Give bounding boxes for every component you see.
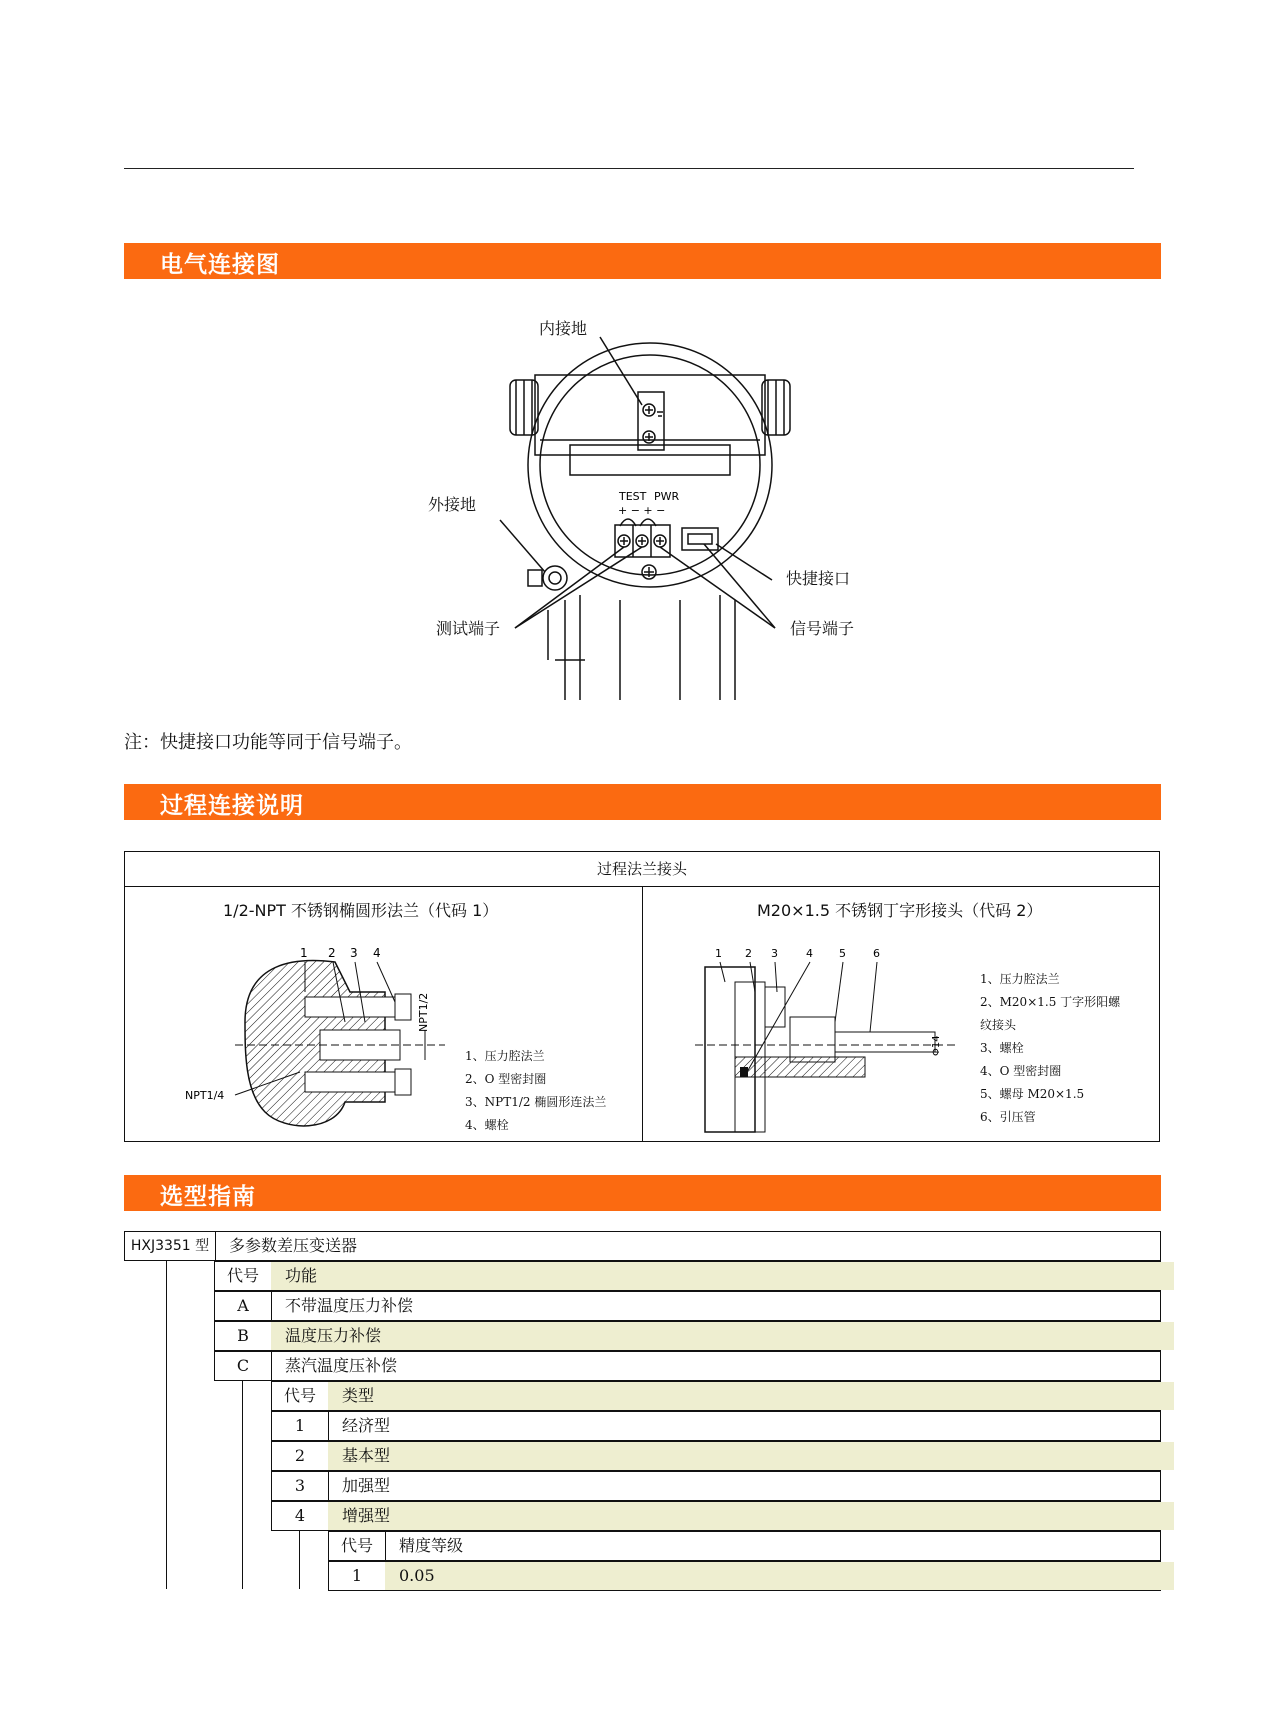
tree-line bbox=[242, 1381, 243, 1589]
desc-header: 类型 bbox=[328, 1382, 1174, 1410]
list-item: 纹接头 bbox=[980, 1018, 1017, 1032]
list-item: 5、螺母 M20×1.5 bbox=[980, 1087, 1085, 1101]
desc-cell: 经济型 bbox=[342, 1416, 391, 1435]
code-cell: 4 bbox=[272, 1502, 329, 1530]
table-row bbox=[271, 1501, 1161, 1531]
right-item-list bbox=[980, 968, 1120, 1129]
diameter-label: Φ14 bbox=[931, 1035, 942, 1056]
process-connection-table bbox=[124, 851, 1160, 1142]
code-cell: A bbox=[215, 1292, 272, 1320]
process-table-title: 过程法兰接头 bbox=[125, 852, 1159, 887]
label-outer-ground: 外接地 bbox=[428, 495, 477, 514]
desc-cell: 不带温度压力补偿 bbox=[285, 1296, 414, 1315]
code-header: 代号 bbox=[215, 1262, 272, 1290]
code-header: 代号 bbox=[329, 1532, 386, 1560]
section-title: 过程连接说明 bbox=[160, 793, 304, 819]
model-row bbox=[124, 1231, 1161, 1261]
list-item: 4、O 型密封圈 bbox=[980, 1064, 1062, 1078]
outer-ground-screw bbox=[543, 566, 567, 590]
code-header: 代号 bbox=[272, 1382, 329, 1410]
right-callout-2: 2 bbox=[745, 947, 752, 960]
inner-ground-block bbox=[638, 392, 664, 450]
left-callout-2: 2 bbox=[328, 946, 336, 960]
label-test-terminal: 测试端子 bbox=[436, 619, 501, 638]
list-item: 1、压力腔法兰 bbox=[465, 1049, 545, 1063]
code-cell: B bbox=[215, 1322, 272, 1350]
desc-cell: 0.05 bbox=[385, 1562, 1174, 1590]
table-row bbox=[328, 1561, 1161, 1591]
list-item: 4、螺栓 bbox=[465, 1118, 509, 1132]
code-cell: C bbox=[215, 1352, 272, 1380]
left-item-list bbox=[465, 1045, 606, 1137]
section-title: 选型指南 bbox=[160, 1184, 256, 1210]
list-item: 2、M20×1.5 丁字形阳螺 bbox=[980, 995, 1121, 1009]
process-table-divider bbox=[642, 886, 643, 1141]
desc-cell: 加强型 bbox=[342, 1476, 391, 1495]
svg-text:+ − + −: + − + − bbox=[618, 504, 666, 517]
left-callout-4: 4 bbox=[373, 946, 381, 960]
header-rule bbox=[124, 168, 1134, 169]
desc-cell: 温度压力补偿 bbox=[271, 1322, 1174, 1350]
label-signal-terminal: 信号端子 bbox=[790, 619, 855, 638]
list-item: 3、NPT1/2 椭圆形连法兰 bbox=[465, 1095, 607, 1109]
label-inner-ground: 内接地 bbox=[539, 319, 588, 338]
left-callout-3: 3 bbox=[350, 946, 358, 960]
table-row bbox=[328, 1531, 1161, 1561]
housing-ring-outer bbox=[528, 343, 772, 587]
pwr-label: PWR bbox=[654, 490, 680, 503]
section-banner-process bbox=[124, 784, 1161, 820]
tree-line bbox=[166, 1261, 167, 1589]
table-row bbox=[271, 1471, 1161, 1501]
table-row bbox=[214, 1291, 1161, 1321]
desc-header: 功能 bbox=[271, 1262, 1174, 1290]
section-banner-electrical bbox=[124, 243, 1161, 279]
right-callout-6: 6 bbox=[873, 947, 880, 960]
test-label: TEST bbox=[619, 490, 647, 503]
right-callout-3: 3 bbox=[771, 947, 778, 960]
table-row bbox=[214, 1261, 1161, 1291]
right-subtitle: M20×1.5 不锈钢丁字形接头（代码 2） bbox=[757, 901, 1043, 920]
model-code: HXJ3351 型 bbox=[125, 1232, 216, 1260]
left-subtitle: 1/2-NPT 不锈钢椭圆形法兰（代码 1） bbox=[223, 901, 499, 920]
list-item: 3、螺栓 bbox=[980, 1041, 1024, 1055]
code-cell: 1 bbox=[329, 1562, 386, 1590]
desc-header: 精度等级 bbox=[399, 1536, 464, 1555]
right-callout-4: 4 bbox=[806, 947, 813, 960]
table-row bbox=[271, 1381, 1161, 1411]
model-desc: 多参数差压变送器 bbox=[229, 1236, 358, 1255]
npt14-label: NPT1/4 bbox=[185, 1089, 225, 1102]
desc-cell: 蒸汽温度压补偿 bbox=[285, 1356, 398, 1375]
list-item: 6、引压管 bbox=[980, 1110, 1036, 1124]
code-cell: 1 bbox=[272, 1412, 329, 1440]
tee-fitting-drawing bbox=[685, 922, 985, 1137]
housing-ring-inner bbox=[540, 355, 760, 575]
npt12-label: NPT1/2 bbox=[417, 992, 430, 1032]
right-callout-5: 5 bbox=[839, 947, 846, 960]
list-item: 2、O 型密封圈 bbox=[465, 1072, 547, 1086]
list-item: 1、压力腔法兰 bbox=[980, 972, 1060, 986]
code-cell: 3 bbox=[272, 1472, 329, 1500]
table-row bbox=[271, 1411, 1161, 1441]
desc-cell: 增强型 bbox=[328, 1502, 1174, 1530]
left-callout-1: 1 bbox=[300, 946, 308, 960]
table-row bbox=[271, 1441, 1161, 1471]
right-callout-1: 1 bbox=[715, 947, 722, 960]
electrical-note: 注：快捷接口功能等同于信号端子。 bbox=[124, 732, 412, 753]
label-quick-port: 快捷接口 bbox=[786, 569, 851, 588]
tree-line bbox=[299, 1531, 300, 1589]
section-banner-selection bbox=[124, 1175, 1161, 1211]
code-cell: 2 bbox=[272, 1442, 329, 1470]
table-row bbox=[214, 1351, 1161, 1381]
table-row bbox=[214, 1321, 1161, 1351]
desc-cell: 基本型 bbox=[328, 1442, 1174, 1470]
electrical-wiring-diagram bbox=[420, 300, 880, 710]
section-title: 电气连接图 bbox=[160, 252, 280, 278]
